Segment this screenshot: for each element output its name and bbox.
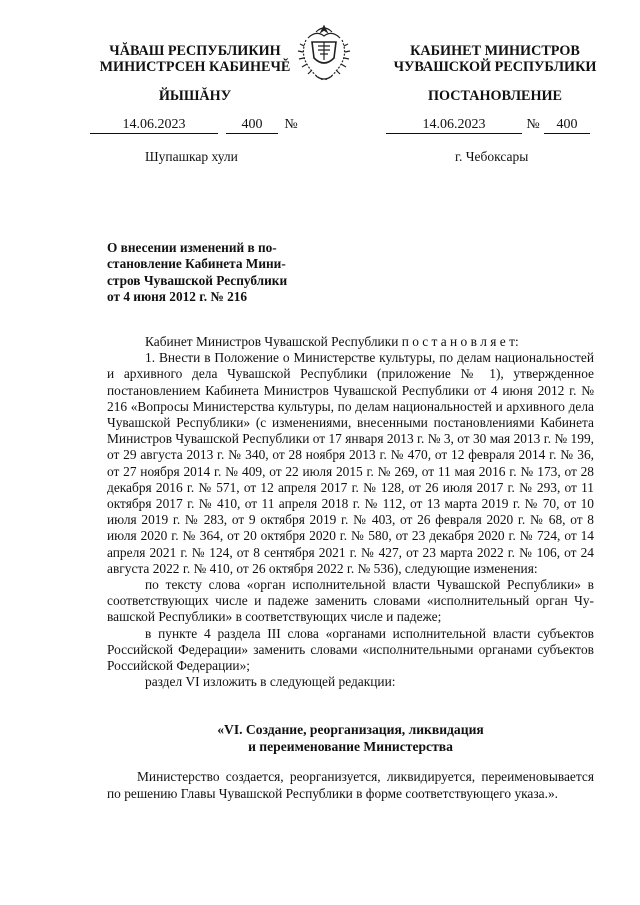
number-sign-left: № bbox=[284, 117, 298, 132]
header-right-line1: КАБИНЕТ МИНИСТРОВ bbox=[410, 43, 580, 59]
coat-of-arms-icon bbox=[294, 20, 354, 86]
header-left-title bbox=[70, 43, 320, 75]
place-right: г. Чебоксары bbox=[455, 149, 529, 164]
subject-line: стров Чувашской Республики bbox=[107, 272, 288, 288]
subject-line: становление Кабинета Мини- bbox=[107, 256, 286, 272]
section-title-line1: «VI. Создание, реорганизация, ликвидация bbox=[217, 722, 484, 737]
number-right: 400 bbox=[556, 117, 578, 132]
date-left-underline bbox=[90, 133, 218, 134]
section-title bbox=[107, 721, 594, 755]
number-sign-right: № bbox=[526, 117, 540, 132]
document-body bbox=[107, 334, 594, 690]
date-left: 14.06.2023 bbox=[122, 117, 186, 132]
section-body bbox=[107, 769, 594, 802]
date-right: 14.06.2023 bbox=[422, 117, 486, 132]
body-paragraph-2: по тексту слова «орган исполнительной власти Чувашской Республики» в соответствующих числе и падеже заменить словами «исполнительный орган Чувашской Республики» в соответствующих числе и падеже; bbox=[107, 577, 594, 625]
number-left: 400 bbox=[241, 117, 263, 132]
date-right-underline bbox=[386, 133, 522, 134]
document-type-right: ПОСТАНОВЛЕНИЕ bbox=[427, 88, 563, 104]
section-title-line2: и переименование Министерства bbox=[248, 739, 453, 754]
number-right-underline bbox=[544, 133, 590, 134]
section-paragraph: Министерство создается, реорганизуется, ликвидируется, переименовывается по решению Главы Чувашской Республики в форме соответствующего указа.». bbox=[107, 769, 594, 801]
body-paragraph-3: в пункте 4 раздела III слова «органами исполнительной власти субъектов Российской Федерации» заменить словами «исполнительными органами субъектов Российской Федерации»; bbox=[107, 625, 594, 674]
header-left-line2: МИНИСТРСЕН КАБИНЕЧĔ bbox=[99, 59, 291, 75]
header-right-line2: ЧУВАШСКОЙ РЕСПУБЛИКИ bbox=[393, 59, 597, 75]
body-paragraph-1: 1. Внести в Положение о Министерстве культуры, по делам национальностей и архивного дела Чувашской Республики (приложение № 1), утвержденное постановлением Кабинета Министров Чувашской Республики от 4 июня 2012 г. № 216 «Вопросы Министерства культуры, по делам национальностей и архивного дела Чувашской Республики» (с изменениями, внесенными постановлениями Кабинета Министров Чувашской Республики от 17 января 2013 г. № 3, от 30 мая 2013 г. № 199, от 29 августа 2013 г. № 340, от 28 ноября 2013 г. № 470, от 12 февраля 2014 г. № 36, от 27 ноября 2014 г. № 409, от 22 июля 2015 г. № 269, от 11 мая 2016 г. № 173, от 28 декабря 2016 г. № 571, от 12 апреля 2017 г. № 128, от 26 июля 2017 г. № 293, от 11 октября 2017 г. № 410, от 11 апреля 2018 г. № 112, от 13 марта 2019 г. № 70, от 10 июля 2019 г. № 283, от 9 октября 2019 г. № 403, от 26 февраля 2020 г. № 68, от 8 июля 2020 г. № 364, от 20 октября 2020 г. № 580, от 23 декабря 2020 г. № 724, от 14 апреля 2021 г. № 124, от 8 сентября 2021 г. № 427, от 23 марта 2022 г. № 106, от 24 августа 2022 г. № 410, от 26 октября 2022 г. № 536), следующие изменения: bbox=[107, 350, 594, 576]
body-paragraph-4: раздел VI изложить в следующей редакции: bbox=[145, 674, 396, 690]
document-type-left: ЙЫШĂНУ bbox=[158, 88, 232, 104]
header-right-title bbox=[370, 43, 620, 75]
body-paragraph-preamble: Кабинет Министров Чувашской Республики п о с т а н о в л я е т: bbox=[145, 334, 519, 349]
subject-line: О внесении изменений в по- bbox=[107, 240, 277, 255]
number-left-underline bbox=[226, 133, 278, 134]
place-left: Шупашкар хули bbox=[145, 149, 238, 164]
header-left-line1: ЧĂВАШ РЕСПУБЛИКИН bbox=[109, 43, 281, 59]
document-subject bbox=[107, 240, 307, 305]
subject-line: от 4 июня 2012 г. № 216 bbox=[107, 288, 248, 304]
